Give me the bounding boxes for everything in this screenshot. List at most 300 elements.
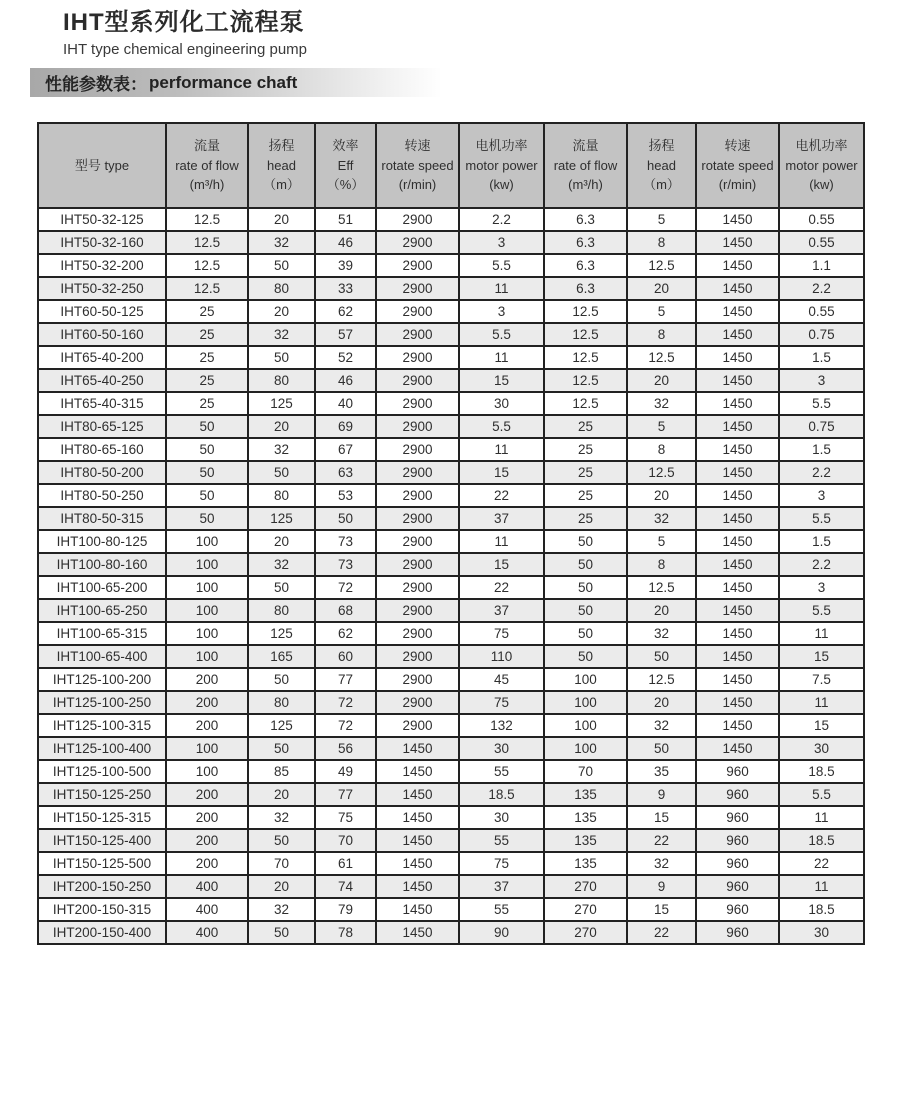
value-cell: 53	[315, 484, 376, 507]
value-cell: 1450	[376, 852, 459, 875]
value-cell: 1450	[696, 645, 779, 668]
section-banner	[30, 68, 442, 97]
value-cell: 6.3	[544, 231, 627, 254]
value-cell: 70	[315, 829, 376, 852]
value-cell: 960	[696, 806, 779, 829]
model-cell: IHT125-100-200	[38, 668, 166, 691]
value-cell: 32	[248, 231, 315, 254]
value-cell: 12.5	[166, 231, 248, 254]
value-cell: 72	[315, 691, 376, 714]
value-cell: 80	[248, 369, 315, 392]
model-cell: IHT100-65-200	[38, 576, 166, 599]
value-cell: 72	[315, 714, 376, 737]
value-cell: 50	[166, 415, 248, 438]
value-cell: 2900	[376, 668, 459, 691]
page-title: IHT型系列化工流程泵	[63, 9, 305, 36]
table-row	[38, 760, 864, 783]
value-cell: 2900	[376, 346, 459, 369]
performance-table	[37, 122, 865, 945]
value-cell: 75	[459, 852, 544, 875]
value-cell: 1450	[696, 507, 779, 530]
value-cell: 25	[544, 415, 627, 438]
value-cell: 62	[315, 622, 376, 645]
value-cell: 1450	[696, 599, 779, 622]
value-cell: 1450	[376, 898, 459, 921]
value-cell: 1450	[696, 392, 779, 415]
value-cell: 50	[315, 507, 376, 530]
model-cell: IHT100-80-125	[38, 530, 166, 553]
value-cell: 50	[248, 921, 315, 944]
value-cell: 12.5	[544, 392, 627, 415]
value-cell: 50	[248, 737, 315, 760]
column-header-line: head	[647, 157, 676, 173]
model-cell: IHT50-32-250	[38, 277, 166, 300]
value-cell: 0.55	[779, 208, 864, 231]
value-cell: 32	[627, 714, 696, 737]
value-cell: 20	[248, 875, 315, 898]
value-cell: 5	[627, 415, 696, 438]
value-cell: 80	[248, 599, 315, 622]
value-cell: 135	[544, 829, 627, 852]
value-cell: 5.5	[459, 415, 544, 438]
page-header	[63, 8, 900, 59]
column-header-line: rate of flow	[553, 157, 618, 173]
table-row	[38, 208, 864, 231]
column-header-line: 流量	[193, 138, 220, 154]
value-cell: 15	[459, 369, 544, 392]
column-header-line: 扬程	[268, 138, 295, 154]
value-cell: 1450	[696, 553, 779, 576]
column-header-power1	[459, 123, 544, 208]
value-cell: 1450	[376, 875, 459, 898]
value-cell: 50	[166, 484, 248, 507]
value-cell: 960	[696, 875, 779, 898]
value-cell: 3	[779, 576, 864, 599]
value-cell: 80	[248, 484, 315, 507]
value-cell: 1450	[696, 300, 779, 323]
model-cell: IHT50-32-200	[38, 254, 166, 277]
column-header-line: head	[267, 157, 296, 173]
value-cell: 11	[459, 277, 544, 300]
value-cell: 200	[166, 714, 248, 737]
value-cell: 22	[627, 921, 696, 944]
value-cell: 270	[544, 875, 627, 898]
value-cell: 77	[315, 783, 376, 806]
model-cell: IHT80-50-315	[38, 507, 166, 530]
value-cell: 77	[315, 668, 376, 691]
column-header-line: rotate speed	[381, 157, 454, 173]
value-cell: 32	[248, 323, 315, 346]
model-cell: IHT125-100-315	[38, 714, 166, 737]
value-cell: 100	[544, 714, 627, 737]
value-cell: 165	[248, 645, 315, 668]
column-header-line: (m³/h)	[568, 177, 603, 193]
value-cell: 100	[544, 737, 627, 760]
model-cell: IHT50-32-160	[38, 231, 166, 254]
value-cell: 12.5	[627, 668, 696, 691]
model-cell: IHT200-150-250	[38, 875, 166, 898]
value-cell: 46	[315, 369, 376, 392]
value-cell: 50	[248, 668, 315, 691]
column-header-line: rate of flow	[175, 157, 239, 173]
model-cell: IHT65-40-200	[38, 346, 166, 369]
value-cell: 20	[248, 300, 315, 323]
value-cell: 50	[166, 461, 248, 484]
value-cell: 20	[627, 599, 696, 622]
model-cell: IHT80-65-160	[38, 438, 166, 461]
value-cell: 6.3	[544, 254, 627, 277]
model-cell: IHT80-65-125	[38, 415, 166, 438]
value-cell: 2900	[376, 484, 459, 507]
value-cell: 11	[779, 691, 864, 714]
value-cell: 960	[696, 898, 779, 921]
value-cell: 32	[627, 852, 696, 875]
value-cell: 37	[459, 599, 544, 622]
value-cell: 79	[315, 898, 376, 921]
table-row	[38, 645, 864, 668]
section-label-en: performance chaft	[149, 72, 298, 92]
value-cell: 15	[779, 714, 864, 737]
value-cell: 70	[544, 760, 627, 783]
column-header-line: （m）	[263, 177, 300, 193]
model-cell: IHT150-125-250	[38, 783, 166, 806]
value-cell: 75	[315, 806, 376, 829]
value-cell: 200	[166, 806, 248, 829]
value-cell: 20	[627, 277, 696, 300]
value-cell: 100	[166, 599, 248, 622]
value-cell: 9	[627, 783, 696, 806]
table-row	[38, 737, 864, 760]
column-header-line: 型号 type	[74, 157, 130, 173]
value-cell: 125	[248, 714, 315, 737]
column-header-flow1	[166, 123, 248, 208]
value-cell: 50	[544, 576, 627, 599]
value-cell: 50	[544, 530, 627, 553]
value-cell: 2900	[376, 300, 459, 323]
value-cell: 20	[248, 415, 315, 438]
value-cell: 30	[459, 806, 544, 829]
value-cell: 30	[459, 737, 544, 760]
value-cell: 20	[248, 208, 315, 231]
value-cell: 12.5	[627, 576, 696, 599]
value-cell: 0.55	[779, 231, 864, 254]
value-cell: 37	[459, 507, 544, 530]
value-cell: 2900	[376, 277, 459, 300]
value-cell: 1.5	[779, 438, 864, 461]
model-cell: IHT100-65-400	[38, 645, 166, 668]
value-cell: 62	[315, 300, 376, 323]
value-cell: 5.5	[779, 507, 864, 530]
value-cell: 3	[779, 369, 864, 392]
value-cell: 2900	[376, 553, 459, 576]
value-cell: 5	[627, 530, 696, 553]
value-cell: 68	[315, 599, 376, 622]
value-cell: 1.5	[779, 346, 864, 369]
column-header-eff	[315, 123, 376, 208]
value-cell: 12.5	[166, 277, 248, 300]
value-cell: 18.5	[779, 829, 864, 852]
table-row	[38, 852, 864, 875]
value-cell: 55	[459, 898, 544, 921]
table-row	[38, 714, 864, 737]
value-cell: 90	[459, 921, 544, 944]
value-cell: 1450	[696, 231, 779, 254]
table-row	[38, 507, 864, 530]
value-cell: 125	[248, 392, 315, 415]
column-header-line: 电机功率	[475, 138, 528, 154]
value-cell: 2900	[376, 208, 459, 231]
column-header-line: 电机功率	[795, 138, 848, 154]
table-row	[38, 346, 864, 369]
value-cell: 200	[166, 668, 248, 691]
column-header-line: rotate speed	[701, 157, 774, 173]
value-cell: 70	[248, 852, 315, 875]
value-cell: 15	[627, 806, 696, 829]
value-cell: 1450	[696, 714, 779, 737]
value-cell: 5	[627, 208, 696, 231]
value-cell: 12.5	[544, 300, 627, 323]
value-cell: 3	[459, 300, 544, 323]
page-subtitle: IHT type chemical engineering pump	[63, 41, 308, 58]
value-cell: 1450	[696, 323, 779, 346]
value-cell: 60	[315, 645, 376, 668]
value-cell: 3	[459, 231, 544, 254]
value-cell: 8	[627, 438, 696, 461]
value-cell: 39	[315, 254, 376, 277]
value-cell: 50	[248, 576, 315, 599]
value-cell: 2900	[376, 714, 459, 737]
value-cell: 200	[166, 829, 248, 852]
value-cell: 1450	[696, 484, 779, 507]
value-cell: 1450	[376, 829, 459, 852]
table-row	[38, 323, 864, 346]
value-cell: 0.55	[779, 300, 864, 323]
value-cell: 40	[315, 392, 376, 415]
value-cell: 1450	[376, 806, 459, 829]
value-cell: 18.5	[459, 783, 544, 806]
value-cell: 1450	[696, 668, 779, 691]
value-cell: 100	[166, 576, 248, 599]
value-cell: 25	[166, 346, 248, 369]
table-row	[38, 599, 864, 622]
value-cell: 2900	[376, 254, 459, 277]
table-row	[38, 300, 864, 323]
table-row	[38, 369, 864, 392]
value-cell: 32	[627, 622, 696, 645]
value-cell: 3	[779, 484, 864, 507]
value-cell: 22	[627, 829, 696, 852]
table-row	[38, 806, 864, 829]
value-cell: 25	[544, 461, 627, 484]
value-cell: 125	[248, 507, 315, 530]
model-cell: IHT60-50-125	[38, 300, 166, 323]
value-cell: 2900	[376, 438, 459, 461]
value-cell: 35	[627, 760, 696, 783]
value-cell: 100	[544, 691, 627, 714]
value-cell: 15	[459, 461, 544, 484]
value-cell: 74	[315, 875, 376, 898]
value-cell: 20	[627, 691, 696, 714]
value-cell: 2900	[376, 599, 459, 622]
value-cell: 1450	[696, 415, 779, 438]
value-cell: 75	[459, 691, 544, 714]
column-header-head2	[627, 123, 696, 208]
value-cell: 22	[459, 576, 544, 599]
table-row	[38, 783, 864, 806]
value-cell: 1450	[696, 737, 779, 760]
value-cell: 2900	[376, 507, 459, 530]
value-cell: 1.5	[779, 530, 864, 553]
table-row	[38, 484, 864, 507]
value-cell: 2900	[376, 415, 459, 438]
table-row	[38, 415, 864, 438]
value-cell: 80	[248, 277, 315, 300]
value-cell: 25	[166, 323, 248, 346]
value-cell: 57	[315, 323, 376, 346]
value-cell: 12.5	[544, 323, 627, 346]
value-cell: 1450	[696, 277, 779, 300]
value-cell: 132	[459, 714, 544, 737]
value-cell: 400	[166, 875, 248, 898]
value-cell: 85	[248, 760, 315, 783]
value-cell: 32	[248, 553, 315, 576]
column-header-line: (kw)	[809, 177, 834, 193]
column-header-line: motor power	[465, 157, 538, 173]
value-cell: 20	[627, 484, 696, 507]
value-cell: 6.3	[544, 208, 627, 231]
value-cell: 50	[248, 254, 315, 277]
model-cell: IHT60-50-160	[38, 323, 166, 346]
value-cell: 20	[248, 783, 315, 806]
value-cell: 400	[166, 921, 248, 944]
value-cell: 400	[166, 898, 248, 921]
column-header-line: （m）	[643, 177, 680, 193]
column-header-head1	[248, 123, 315, 208]
value-cell: 46	[315, 231, 376, 254]
column-header-line: 流量	[572, 138, 599, 154]
value-cell: 78	[315, 921, 376, 944]
value-cell: 30	[779, 921, 864, 944]
column-header-speed1	[376, 123, 459, 208]
value-cell: 30	[459, 392, 544, 415]
value-cell: 12.5	[627, 346, 696, 369]
column-header-flow2	[544, 123, 627, 208]
model-cell: IHT80-50-250	[38, 484, 166, 507]
value-cell: 2900	[376, 576, 459, 599]
value-cell: 25	[166, 392, 248, 415]
model-cell: IHT150-125-315	[38, 806, 166, 829]
value-cell: 100	[544, 668, 627, 691]
table-body	[38, 208, 864, 944]
table-row	[38, 530, 864, 553]
value-cell: 15	[627, 898, 696, 921]
value-cell: 135	[544, 806, 627, 829]
table-row	[38, 921, 864, 944]
table-row	[38, 438, 864, 461]
value-cell: 50	[627, 737, 696, 760]
value-cell: 100	[166, 553, 248, 576]
value-cell: 100	[166, 645, 248, 668]
column-header-line: motor power	[785, 157, 858, 173]
value-cell: 51	[315, 208, 376, 231]
value-cell: 135	[544, 852, 627, 875]
table-row	[38, 576, 864, 599]
model-cell: IHT125-100-250	[38, 691, 166, 714]
value-cell: 6.3	[544, 277, 627, 300]
value-cell: 22	[459, 484, 544, 507]
model-cell: IHT200-150-400	[38, 921, 166, 944]
table-row	[38, 254, 864, 277]
model-cell: IHT150-125-400	[38, 829, 166, 852]
value-cell: 1450	[696, 346, 779, 369]
value-cell: 22	[779, 852, 864, 875]
value-cell: 135	[544, 783, 627, 806]
value-cell: 7.5	[779, 668, 864, 691]
model-cell: IHT125-100-400	[38, 737, 166, 760]
value-cell: 0.75	[779, 415, 864, 438]
value-cell: 1450	[696, 691, 779, 714]
value-cell: 200	[166, 783, 248, 806]
value-cell: 15	[779, 645, 864, 668]
column-header-speed2	[696, 123, 779, 208]
model-cell: IHT100-65-250	[38, 599, 166, 622]
column-header-type	[38, 123, 166, 208]
value-cell: 100	[166, 622, 248, 645]
value-cell: 960	[696, 760, 779, 783]
value-cell: 200	[166, 852, 248, 875]
value-cell: 69	[315, 415, 376, 438]
value-cell: 30	[779, 737, 864, 760]
value-cell: 25	[166, 300, 248, 323]
model-cell: IHT150-125-500	[38, 852, 166, 875]
value-cell: 50	[544, 553, 627, 576]
value-cell: 960	[696, 852, 779, 875]
value-cell: 5.5	[779, 392, 864, 415]
value-cell: 80	[248, 691, 315, 714]
value-cell: 55	[459, 760, 544, 783]
value-cell: 32	[627, 507, 696, 530]
value-cell: 72	[315, 576, 376, 599]
table-row	[38, 231, 864, 254]
value-cell: 49	[315, 760, 376, 783]
value-cell: 100	[166, 530, 248, 553]
value-cell: 200	[166, 691, 248, 714]
value-cell: 960	[696, 921, 779, 944]
value-cell: 5.5	[459, 254, 544, 277]
value-cell: 52	[315, 346, 376, 369]
column-header-line: (r/min)	[718, 177, 757, 193]
model-cell: IHT65-40-250	[38, 369, 166, 392]
value-cell: 11	[459, 530, 544, 553]
value-cell: 12.5	[166, 208, 248, 231]
value-cell: 5.5	[459, 323, 544, 346]
value-cell: 1450	[376, 783, 459, 806]
value-cell: 50	[544, 622, 627, 645]
table-row	[38, 392, 864, 415]
value-cell: 1450	[376, 737, 459, 760]
value-cell: 2900	[376, 323, 459, 346]
column-header-power2	[779, 123, 864, 208]
column-header-line: 转速	[404, 138, 431, 154]
value-cell: 67	[315, 438, 376, 461]
value-cell: 8	[627, 231, 696, 254]
model-cell: IHT100-65-315	[38, 622, 166, 645]
value-cell: 2900	[376, 645, 459, 668]
value-cell: 50	[544, 645, 627, 668]
value-cell: 50	[627, 645, 696, 668]
value-cell: 270	[544, 898, 627, 921]
value-cell: 100	[166, 737, 248, 760]
